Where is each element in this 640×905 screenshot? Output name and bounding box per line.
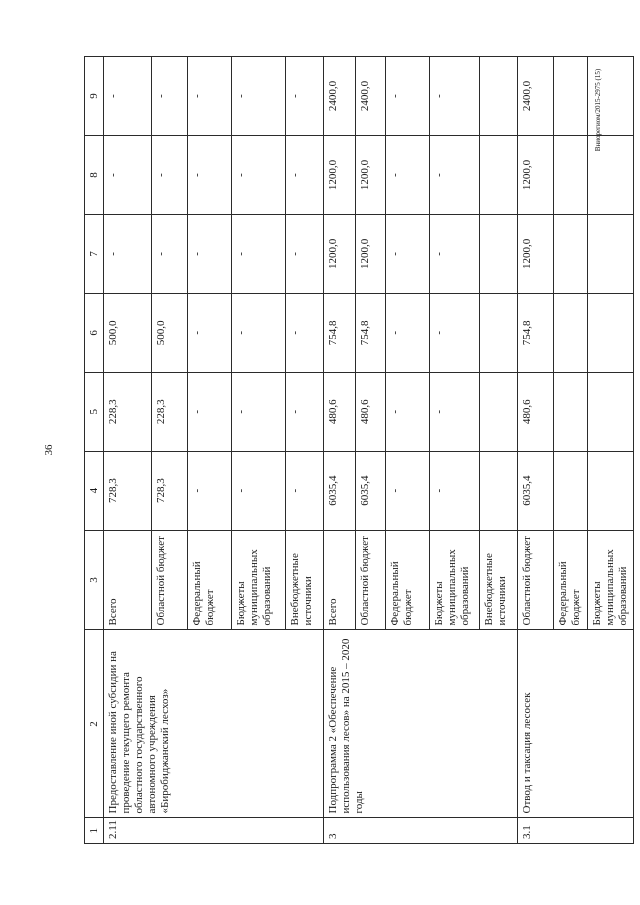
amount-cell-7: - (286, 214, 324, 293)
page-number: 36 (43, 444, 55, 456)
amount-cell-8: - (152, 136, 188, 215)
funding-source: Внебюджетные источники (286, 530, 324, 630)
amount-cell-9 (480, 57, 518, 136)
row-number: 2.11 (104, 818, 324, 844)
header-row (85, 57, 104, 844)
table-row (324, 57, 356, 844)
funding-table (84, 56, 634, 844)
funding-source: Всего (104, 530, 152, 630)
amount-cell-6 (588, 293, 634, 372)
amount-cell-6: 500,0 (104, 293, 152, 372)
amount-cell-8: 1200,0 (518, 136, 554, 215)
amount-cell-5 (588, 372, 634, 451)
amount-cell-8: 1200,0 (356, 136, 386, 215)
amount-cell-7: - (430, 214, 480, 293)
amount-cell-4 (554, 451, 588, 530)
amount-cell-6: - (286, 293, 324, 372)
amount-cell-4: 6035,4 (356, 451, 386, 530)
amount-cell-7: - (152, 214, 188, 293)
amount-cell-5: - (286, 372, 324, 451)
amount-cell-8: - (386, 136, 430, 215)
amount-cell-8: 1200,0 (324, 136, 356, 215)
amount-cell-7: - (188, 214, 232, 293)
amount-cell-9: - (430, 57, 480, 136)
amount-cell-7: 1200,0 (356, 214, 386, 293)
amount-cell-8 (554, 136, 588, 215)
amount-cell-7 (588, 214, 634, 293)
amount-cell-8 (480, 136, 518, 215)
amount-cell-7 (480, 214, 518, 293)
amount-cell-9 (588, 57, 634, 136)
funding-source: Всего (324, 530, 356, 630)
amount-cell-7: - (104, 214, 152, 293)
amount-cell-9: - (386, 57, 430, 136)
funding-source: Областной бюджет (518, 530, 554, 630)
amount-cell-5: - (188, 372, 232, 451)
table-body (85, 57, 634, 844)
column-header: 6 (85, 293, 104, 372)
row-number: 3 (324, 818, 518, 844)
amount-cell-4: - (286, 451, 324, 530)
amount-cell-6: 754,8 (518, 293, 554, 372)
amount-cell-6: - (430, 293, 480, 372)
column-header: 7 (85, 214, 104, 293)
amount-cell-8 (588, 136, 634, 215)
amount-cell-4: - (188, 451, 232, 530)
amount-cell-4: - (430, 451, 480, 530)
amount-cell-5: - (386, 372, 430, 451)
funding-source: Внебюджетные источники (480, 530, 518, 630)
amount-cell-4: 728,3 (104, 451, 152, 530)
amount-cell-4: 6035,4 (324, 451, 356, 530)
table-row (104, 57, 152, 844)
column-header: 3 (85, 530, 104, 630)
amount-cell-4: - (232, 451, 286, 530)
funding-source: Областной бюджет (152, 530, 188, 630)
amount-cell-8: - (286, 136, 324, 215)
amount-cell-9: - (232, 57, 286, 136)
amount-cell-8: - (104, 136, 152, 215)
amount-cell-9 (554, 57, 588, 136)
amount-cell-8: - (232, 136, 286, 215)
funding-source: Федеральный бюджет (386, 530, 430, 630)
amount-cell-9: - (286, 57, 324, 136)
amount-cell-6 (480, 293, 518, 372)
amount-cell-5 (480, 372, 518, 451)
amount-cell-4: 728,3 (152, 451, 188, 530)
column-header: 4 (85, 451, 104, 530)
amount-cell-5: 228,3 (152, 372, 188, 451)
funding-source: Федеральный бюджет (188, 530, 232, 630)
amount-cell-9: 2400,0 (518, 57, 554, 136)
funding-source: Бюджеты муниципальных образований (232, 530, 286, 630)
amount-cell-8: - (430, 136, 480, 215)
column-header: 2 (85, 630, 104, 818)
side-stamp-text: Вниорегиом/2015-2975 (15) (594, 68, 602, 152)
amount-cell-9: 2400,0 (324, 57, 356, 136)
amount-cell-7: 1200,0 (324, 214, 356, 293)
amount-cell-5: 480,6 (518, 372, 554, 451)
amount-cell-5: - (430, 372, 480, 451)
amount-cell-8: - (188, 136, 232, 215)
amount-cell-6: - (386, 293, 430, 372)
funding-source: Областной бюджет (356, 530, 386, 630)
amount-cell-4: - (386, 451, 430, 530)
column-header: 1 (85, 818, 104, 844)
amount-cell-7: 1200,0 (518, 214, 554, 293)
funding-source: Федеральный бюджет (554, 530, 588, 630)
column-header: 9 (85, 57, 104, 136)
row-number: 3.1 (518, 818, 634, 844)
amount-cell-5: - (232, 372, 286, 451)
amount-cell-7 (554, 214, 588, 293)
amount-cell-9: - (188, 57, 232, 136)
column-header: 8 (85, 136, 104, 215)
amount-cell-6: 754,8 (356, 293, 386, 372)
amount-cell-7: - (232, 214, 286, 293)
measure-title: Отвод и таксация лесосек (518, 630, 634, 818)
amount-cell-9: - (152, 57, 188, 136)
funding-source: Бюджеты муниципальных образований (588, 530, 634, 630)
amount-cell-5: 480,6 (356, 372, 386, 451)
amount-cell-9: 2400,0 (356, 57, 386, 136)
amount-cell-6: - (232, 293, 286, 372)
funding-source: Бюджеты муниципальных образований (430, 530, 480, 630)
column-header: 5 (85, 372, 104, 451)
amount-cell-6 (554, 293, 588, 372)
amount-cell-5 (554, 372, 588, 451)
amount-cell-4 (588, 451, 634, 530)
table-row (518, 57, 554, 844)
amount-cell-5: 228,3 (104, 372, 152, 451)
amount-cell-4: 6035,4 (518, 451, 554, 530)
amount-cell-7: - (386, 214, 430, 293)
measure-title: Подпрограмма 2 «Обеспечение использования лесов» на 2015 – 2020 годы (324, 630, 518, 818)
amount-cell-5: 480,6 (324, 372, 356, 451)
measure-title: Предоставление иной субсидии на проведение текущего ремонта областного государственного автономного учреждения «Биробиджанский лесхоз» (104, 630, 324, 818)
amount-cell-6: 500,0 (152, 293, 188, 372)
amount-cell-9: - (104, 57, 152, 136)
amount-cell-6: - (188, 293, 232, 372)
amount-cell-4 (480, 451, 518, 530)
amount-cell-6: 754,8 (324, 293, 356, 372)
